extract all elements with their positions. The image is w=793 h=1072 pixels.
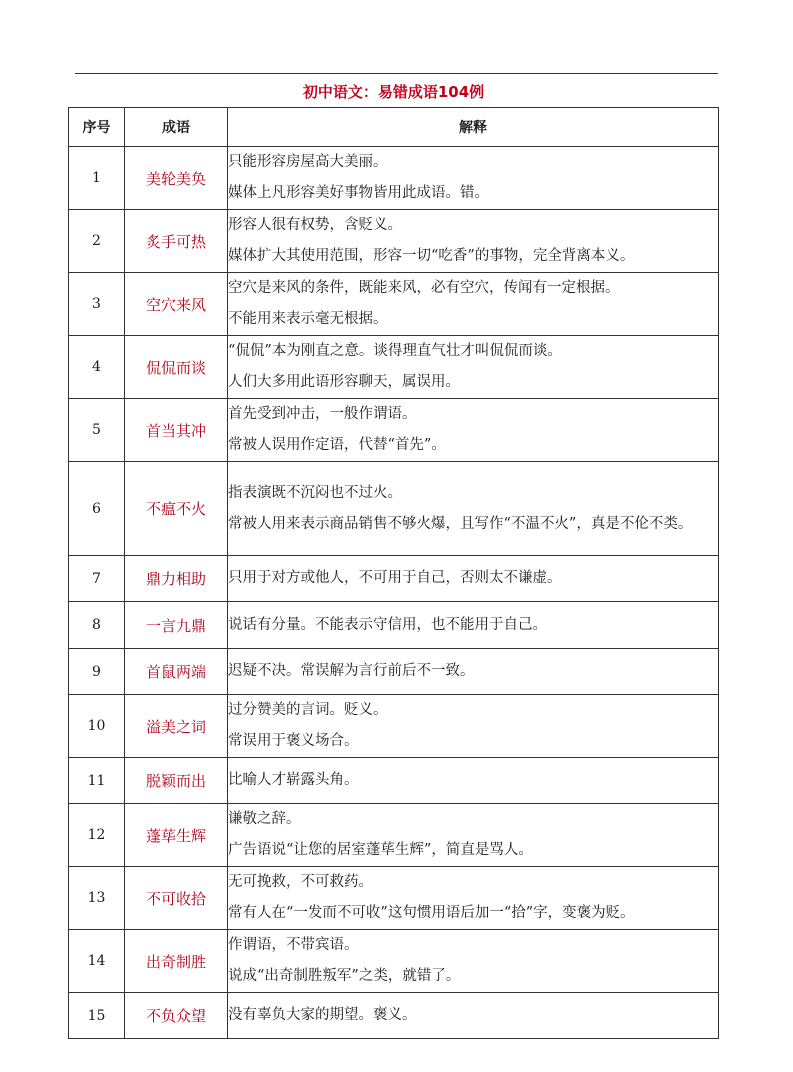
row-idiom: 一言九鼎 xyxy=(125,602,228,649)
top-divider xyxy=(75,73,718,74)
row-number: 4 xyxy=(69,336,125,399)
row-number: 3 xyxy=(69,273,125,336)
row-number: 13 xyxy=(69,867,125,930)
row-explanation xyxy=(228,649,719,695)
table-row xyxy=(69,867,719,930)
table-row xyxy=(69,930,719,993)
row-idiom: 脱颖而出 xyxy=(125,758,228,804)
row-explanation xyxy=(228,556,719,602)
header-explanation: 解释 xyxy=(228,108,719,147)
row-idiom: 侃侃而谈 xyxy=(125,336,228,399)
explanation-line: 广告语说“让您的居室蓬荜生辉”，简直是骂人。 xyxy=(228,842,533,858)
explanation-line: 无可挽救，不可救药。 xyxy=(228,874,373,890)
explanation-line: 媒体扩大其使用范围，形容一切“吃香”的事物，完全背离本义。 xyxy=(228,248,635,264)
explanation-line: 谦敬之辞。 xyxy=(228,811,301,827)
table-row xyxy=(69,210,719,273)
document-title: 初中语文：易错成语104例 xyxy=(302,83,485,101)
header-number: 序号 xyxy=(69,108,125,147)
row-explanation xyxy=(228,210,719,273)
explanation-line: 常被人用来表示商品销售不够火爆，且写作“不温不火”，真是不伦不类。 xyxy=(228,515,693,532)
explanation-line: 迟疑不决。常误解为言行前后不一致。 xyxy=(228,663,475,679)
row-explanation xyxy=(228,804,719,867)
explanation-line: 常被人误用作定语，代替“首先”。 xyxy=(228,437,446,453)
table-row xyxy=(69,602,719,649)
row-idiom: 炙手可热 xyxy=(125,210,228,273)
table-header-row xyxy=(69,108,719,147)
table-row xyxy=(69,695,719,758)
explanation-line: 作谓语，不带宾语。 xyxy=(228,937,359,953)
table-row xyxy=(69,336,719,399)
row-idiom: 蓬荜生辉 xyxy=(125,804,228,867)
row-number: 2 xyxy=(69,210,125,273)
row-number: 12 xyxy=(69,804,125,867)
row-explanation xyxy=(228,147,719,210)
idiom-table xyxy=(68,107,719,1039)
row-number: 7 xyxy=(69,556,125,602)
row-explanation xyxy=(228,462,719,556)
row-idiom: 美轮美奂 xyxy=(125,147,228,210)
row-number: 14 xyxy=(69,930,125,993)
row-explanation xyxy=(228,993,719,1039)
row-explanation xyxy=(228,399,719,462)
explanation-line: 媒体上凡形容美好事物皆用此成语。错。 xyxy=(228,185,489,201)
row-explanation xyxy=(228,930,719,993)
explanation-line: 说话有分量。不能表示守信用，也不能用于自己。 xyxy=(228,616,547,633)
row-explanation xyxy=(228,867,719,930)
table-row xyxy=(69,993,719,1039)
row-number: 15 xyxy=(69,993,125,1039)
header-idiom: 成语 xyxy=(125,108,228,147)
row-number: 9 xyxy=(69,649,125,695)
row-idiom: 空穴来风 xyxy=(125,273,228,336)
explanation-line: 说成“出奇制胜叛军”之类，就错了。 xyxy=(228,968,461,984)
row-explanation xyxy=(228,758,719,804)
row-idiom: 溢美之词 xyxy=(125,695,228,758)
explanation-line: 过分赞美的言词。贬义。 xyxy=(228,702,388,718)
row-number: 10 xyxy=(69,695,125,758)
table-row xyxy=(69,399,719,462)
row-number: 5 xyxy=(69,399,125,462)
explanation-line: 指表演既不沉闷也不过火。 xyxy=(228,484,402,501)
explanation-line: 常有人在“一发而不可收”这句惯用语后加一“拾”字，变褒为贬。 xyxy=(228,905,635,921)
row-number: 6 xyxy=(69,462,125,556)
explanation-line: 常误用于褒义场合。 xyxy=(228,733,359,749)
explanation-line: 只用于对方或他人，不可用于自己，否则太不谦虚。 xyxy=(228,570,562,586)
row-idiom: 鼎力相助 xyxy=(125,556,228,602)
table-row xyxy=(69,147,719,210)
row-idiom: 不可收拾 xyxy=(125,867,228,930)
explanation-line: 不能用来表示毫无根据。 xyxy=(228,311,388,327)
row-idiom: 首鼠两端 xyxy=(125,649,228,695)
row-number: 1 xyxy=(69,147,125,210)
explanation-line: 只能形容房屋高大美丽。 xyxy=(228,154,388,170)
table-row xyxy=(69,556,719,602)
explanation-line: 形容人很有权势，含贬义。 xyxy=(228,217,402,233)
row-idiom: 不瘟不火 xyxy=(125,462,228,556)
table-row xyxy=(69,649,719,695)
row-explanation xyxy=(228,695,719,758)
explanation-line: 人们大多用此语形容聊天，属误用。 xyxy=(228,374,460,390)
row-number: 11 xyxy=(69,758,125,804)
row-explanation xyxy=(228,336,719,399)
table-row xyxy=(69,758,719,804)
table-row xyxy=(69,273,719,336)
explanation-line: 没有辜负大家的期望。褒义。 xyxy=(228,1007,417,1023)
row-explanation xyxy=(228,273,719,336)
explanation-line: 比喻人才崭露头角。 xyxy=(228,772,359,788)
table-row xyxy=(69,804,719,867)
explanation-line: “侃侃”本为刚直之意。谈得理直气壮才叫侃侃而谈。 xyxy=(228,343,562,359)
explanation-line: 空穴是来风的条件，既能来风，必有空穴，传闻有一定根据。 xyxy=(228,280,620,296)
row-idiom: 出奇制胜 xyxy=(125,930,228,993)
table-body xyxy=(69,147,719,1039)
explanation-line: 首先受到冲击，一般作谓语。 xyxy=(228,406,417,422)
row-number: 8 xyxy=(69,602,125,649)
row-explanation xyxy=(228,602,719,649)
row-idiom: 首当其冲 xyxy=(125,399,228,462)
row-idiom: 不负众望 xyxy=(125,993,228,1039)
table-row xyxy=(69,462,719,556)
